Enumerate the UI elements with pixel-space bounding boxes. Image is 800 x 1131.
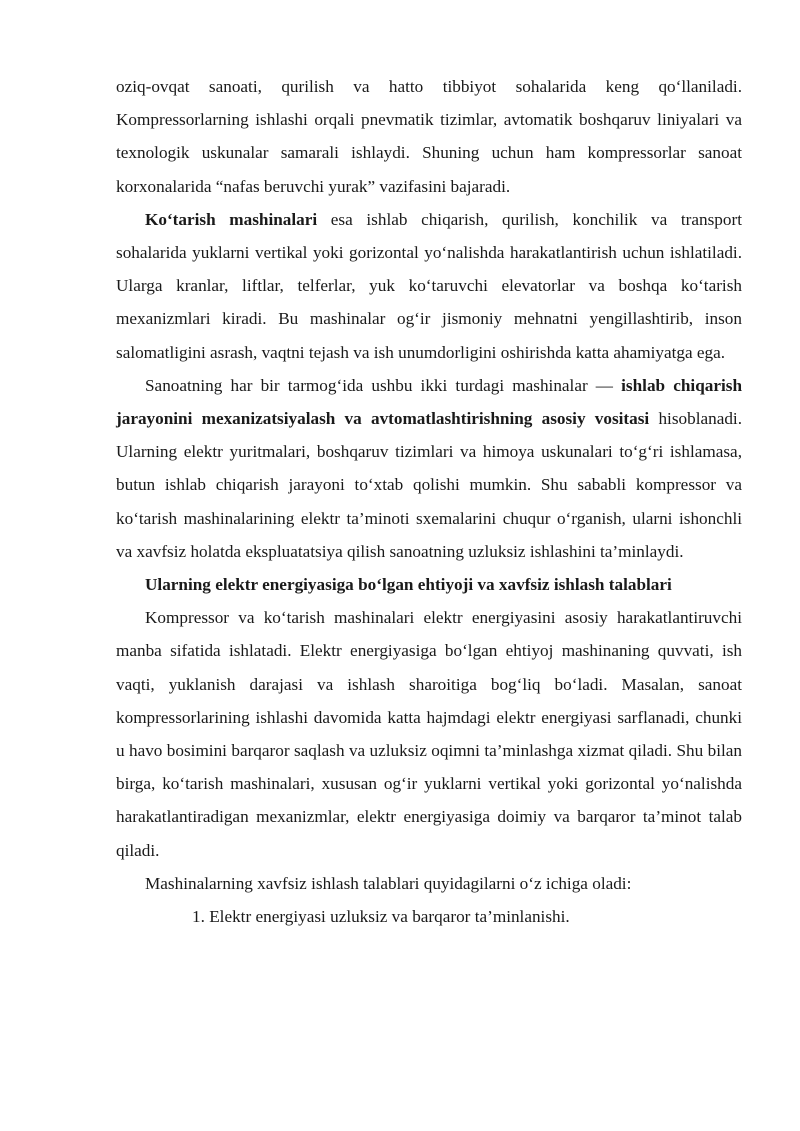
term-mechanization: ishlab chiqarish jarayonini mexanizatsiyalash va avtomatlashtirishning asosiy vositasi bbox=[116, 375, 743, 429]
paragraph-mechanization-text: hisoblanadi. Ularning elektr yuritmalari, boshqaruv tizimlari va himoya uskunalari to‘g‘ri ishlamasa, butun ishlab chiqarish jarayoni to‘xtab qolishi mumkin. Shu sababli kompressor va ko‘tarish mashinalarining elektr ta’minoti sxemalarini chuqur o‘rganish, ularni ishonchli va xavfsiz holatda ekspluatatsiya qilish sanoatning uzluksiz ishlashini ta’minlaydi. bbox=[116, 409, 742, 561]
paragraph-safety-requirements: Mashinalarning xavfsiz ishlash talablari quyidagilarni o‘z ichiga oladi: bbox=[145, 873, 632, 893]
paragraph-intro: oziq-ovqat sanoati, qurilish va hatto tibbiyot sohalarida keng qo‘llaniladi. Kompressorlarning ishlashi orqali pnevmatik tizimlar, avtomatik boshqaruv liniyalari va texnologik uskunalar samarali ishlaydi. Shuning uchun ham kompressorlar sanoat korxonalarida “nafas beruvchi yurak” vazifasini bajaradi. bbox=[116, 77, 742, 196]
paragraph-energy-needs: Kompressor va ko‘tarish mashinalari elektr energiyasini asosiy harakatlantiruvchi manba sifatida ishlatadi. Elektr energiyasiga bo‘lgan ehtiyoj mashinaning quvvati, ish vaqti, yuklanish darajasi va ishlash sharoitiga bog‘liq bo‘ladi. Masalan, sanoat kompressorlarining ishlashi davomida katta hajmdagi elektr energiyasi sarflanadi, chunki u havo bosimini barqaror saqlash va uzluksiz oqimni ta’minlashga xizmat qiladi. Shu bilan birga, ko‘tarish mashinalari, xususan og‘ir yuklarni vertikal yoki gorizontal yo‘nalishda harakatlantiradigan mexanizmlar, elektr energiyasiga doimiy va barqaror ta’minot talab qiladi. bbox=[116, 608, 742, 860]
section-heading: Ularning elektr energiyasiga bo‘lgan ehtiyoji va xavfsiz ishlash talablari bbox=[145, 575, 672, 595]
paragraph-lifting-machines-text: esa ishlab chiqarish, qurilish, konchilik va transport sohalarida yuklarni vertikal yoki gorizontal yo‘nalishda harakatlantirish uchun ishlatiladi. Ularga kranlar, liftlar, telferlar, yuk ko‘taruvchi elevatorlar va boshqa ko‘tarish mexanizmlari kiradi. Bu mashinalar og‘ir jismoniy mehnatni yengillashtirib, inson salomatligini asrash, vaqtni tejash va ish unumdorligini oshirishda katta ahamiyatga ega. bbox=[116, 209, 742, 362]
paragraph-mechanization bbox=[116, 369, 742, 568]
paragraph-lifting-machines bbox=[116, 203, 742, 369]
document-page bbox=[116, 70, 742, 933]
paragraph-mechanization-start: Sanoatning har bir tarmog‘ida ushbu ikki turdagi mashinalar — bbox=[145, 375, 622, 395]
term-lifting-machines: Ko‘tarish mashinalari bbox=[145, 209, 318, 229]
list-item: 1. Elektr energiyasi uzluksiz va barqaror ta’minlanishi. bbox=[192, 907, 570, 927]
